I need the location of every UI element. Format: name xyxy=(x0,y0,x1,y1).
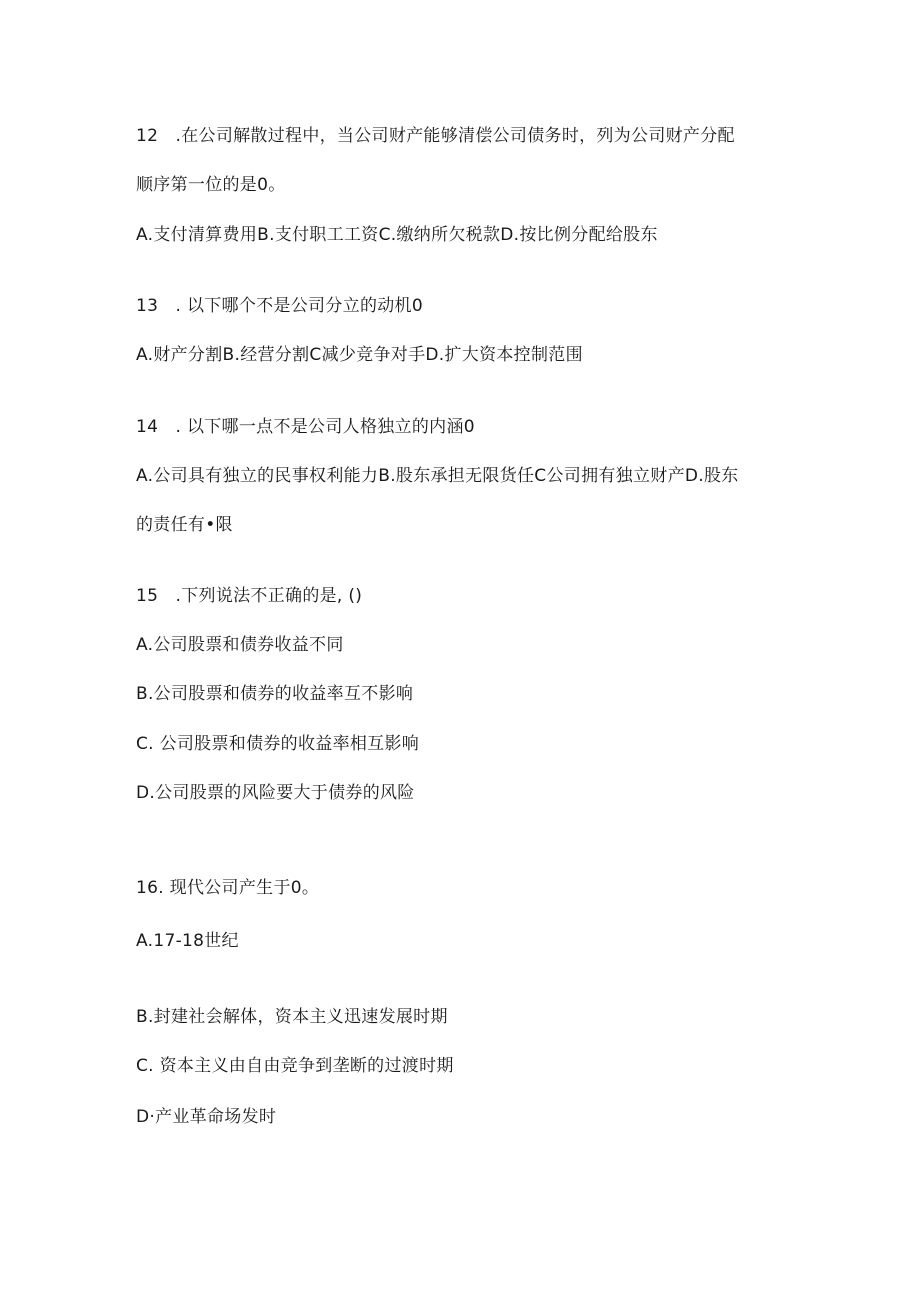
question-14-options-line-2: 的责任有•限 xyxy=(136,515,233,535)
question-16-option-b: B.封建社会解体，资本主义迅速发展时期 xyxy=(136,1007,448,1027)
question-16-option-d: D·产业革命场发时 xyxy=(136,1107,277,1127)
question-15-option-d: D.公司股票的风险要大于债券的风险 xyxy=(136,783,415,803)
question-16-option-c: C. 资本主义由自由竞争到垄断的过渡时期 xyxy=(136,1056,454,1076)
question-12-stem-line-1: 12 .在公司解散过程中，当公司财产能够清偿公司债务时，列为公司财产分配 xyxy=(136,126,735,146)
question-16-option-a: A.17-18世纪 xyxy=(136,931,239,951)
question-12-stem-line-2: 顺序第一位的是0。 xyxy=(136,175,286,195)
question-16-stem: 16. 现代公司产生于0。 xyxy=(136,878,320,898)
question-14-options-line-1: A.公司具有独立的民事权利能力B.股东承担无限货任C公司拥有独立财产D.股东 xyxy=(136,466,739,486)
question-15-option-a: A.公司股票和债券收益不同 xyxy=(136,635,344,655)
question-14-stem: 14 . 以下哪一点不是公司人格独立的内涵0 xyxy=(136,417,475,437)
question-13-options: A.财产分割B.经营分割C减少竞争对手D.扩大资本控制范围 xyxy=(136,345,583,365)
question-15-stem: 15 .下列说法不正确的是, () xyxy=(136,586,363,606)
question-15-option-b: B.公司股票和债券的收益率互不影响 xyxy=(136,684,414,704)
question-13-stem: 13 . 以下哪个不是公司分立的动机0 xyxy=(136,296,423,316)
question-12-options: A.支付清算费用B.支付职工工资C.缴纳所欠税款D.按比例分配给股东 xyxy=(136,225,658,245)
question-15-option-c: C. 公司股票和债券的收益率相互影响 xyxy=(136,734,420,754)
